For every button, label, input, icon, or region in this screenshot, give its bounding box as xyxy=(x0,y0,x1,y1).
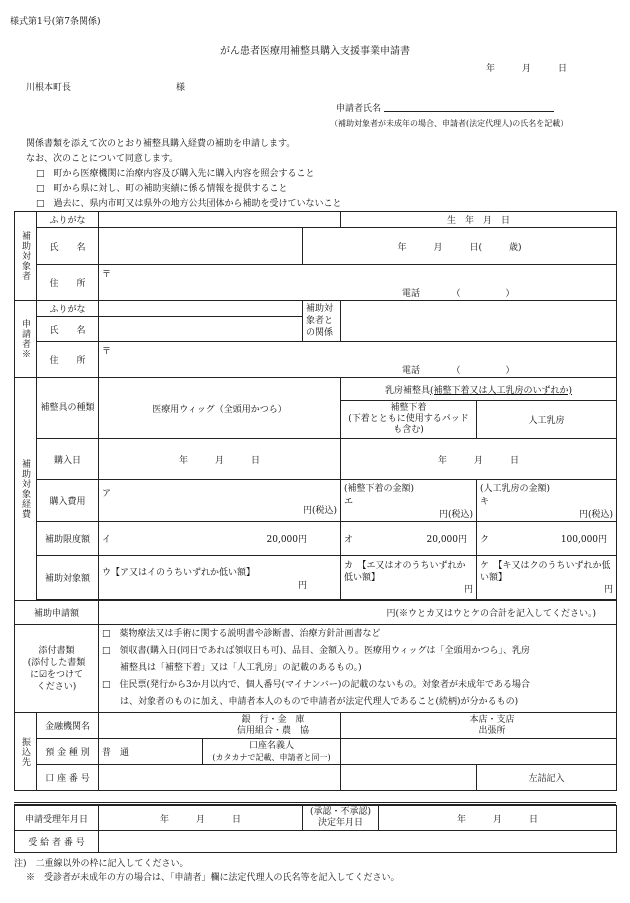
note-1: 注) 二重線以外の枠に記入してください。 xyxy=(14,859,189,869)
deposit-type-label: 預 金 種 別 xyxy=(37,739,99,765)
limit-o-value: 20,000円 xyxy=(426,535,468,545)
subject-name-field[interactable] xyxy=(99,228,303,265)
purchase-date-label: 購入日 xyxy=(37,439,99,480)
subject-name-label: 氏 名 xyxy=(37,228,99,265)
underwear-note: (下着とともに使用するパッドも含む) xyxy=(348,414,469,435)
subject-postal-mark: 〒 xyxy=(102,269,112,280)
attachments-label-3: に☑をつけて xyxy=(29,669,84,680)
deposit-type-value[interactable]: 普 通 xyxy=(99,739,203,765)
addressee: 川根本町長 xyxy=(26,83,72,93)
limit-underwear xyxy=(341,522,477,556)
applicant-address-field[interactable] xyxy=(99,342,617,378)
subject-address-field[interactable] xyxy=(99,265,617,301)
target-amount-label: 補助対象額 xyxy=(37,556,99,600)
account-holder-field[interactable] xyxy=(341,739,617,765)
decision-label-1: (承認・不承認) xyxy=(309,807,372,817)
subject-furigana-field[interactable] xyxy=(99,212,341,228)
applicant-relation-label: 補助対象者との関係 xyxy=(303,301,341,342)
recipient-number-field[interactable] xyxy=(99,831,617,853)
cost-underwear-head: (補整下着の金額) xyxy=(344,484,415,494)
applicant-name-line[interactable] xyxy=(384,111,554,112)
form-title: がん患者医療用補整具購入支援事業申請書 xyxy=(220,46,410,57)
branch-types-2: 出張所 xyxy=(478,725,506,736)
prosthesis-type-label: 人工乳房 xyxy=(477,401,617,439)
office-use-table xyxy=(14,805,617,853)
bank-types-1: 銀 行・金 庫 xyxy=(241,714,305,725)
purchase-date-breast[interactable]: 年 月 日 xyxy=(341,439,617,480)
applicant-note: （補助対象者が未成年の場合、申請者(法定代理人)の氏名を記載） xyxy=(330,119,569,128)
limit-ku: ク xyxy=(480,535,490,545)
target-u: ウ【ア又はイのうちいずれか低い額】 xyxy=(102,567,256,578)
limit-ku-value: 100,000円 xyxy=(560,535,608,545)
cost-wig-field[interactable] xyxy=(99,480,341,522)
cost-prosthesis-field[interactable] xyxy=(477,480,617,522)
addressee-suffix: 様 xyxy=(176,83,186,93)
applicant-group-label: 申請者※ xyxy=(15,301,37,378)
attachments-label-4: ください) xyxy=(36,681,77,692)
intro-text-1: 関係書類を添えて次のとおり補整具購入経費の補助を申請します。 xyxy=(26,139,296,149)
expense-group-label: 補助対象経費 xyxy=(15,378,37,601)
applicant-relation-field[interactable] xyxy=(341,301,617,342)
applicant-furigana-field[interactable] xyxy=(99,301,303,317)
account-holder-title: 口座名義人 xyxy=(249,740,295,751)
application-table xyxy=(14,211,617,791)
recipient-number-label: 受 給 者 番 号 xyxy=(15,831,99,853)
form-number: 様式第1号(第7条関係) xyxy=(10,17,101,27)
applicant-phone[interactable]: 電話 （ ） xyxy=(402,365,515,376)
applicant-address-label: 住 所 xyxy=(37,342,99,378)
request-amount-field[interactable]: 円(※ウとカ又はウとケの合計を記入してください。) xyxy=(99,601,617,625)
decision-date-label xyxy=(303,806,379,831)
account-holder-label xyxy=(203,739,341,765)
account-number-field[interactable] xyxy=(99,765,341,791)
attachments-label-2: (添付した書類 xyxy=(27,657,86,668)
target-wig-yen: 円 xyxy=(298,580,308,591)
transfer-group-label: 振込先 xyxy=(15,713,37,791)
intro-text-2: なお、次のことについて同意します。 xyxy=(26,154,179,164)
received-date-field[interactable]: 年 月 日 xyxy=(99,806,303,831)
subject-phone[interactable]: 電話 （ ） xyxy=(402,288,515,299)
bank-name-label: 金融機関名 xyxy=(37,713,99,739)
note-2: ※ 受診者が未成年の方の場合は、「申請者」欄に法定代理人の氏名等を記入してください。 xyxy=(26,873,400,883)
applicant-name-row-label: 氏 名 xyxy=(37,317,99,342)
limit-i-value: 20,000円 xyxy=(266,535,308,545)
cost-a: ア xyxy=(102,488,112,499)
limit-i: イ xyxy=(102,535,112,545)
cost-wig-yen: 円(税込) xyxy=(302,505,338,516)
target-ka: カ 【エ又はオのうちいずれか低い額】 xyxy=(344,560,466,583)
target-wig-field[interactable] xyxy=(99,556,341,600)
subject-birth-label: 生 年 月 日 xyxy=(341,212,617,228)
consent-item-2[interactable]: □ 町から県に対し、町の補助実績に係る情報を提供すること xyxy=(36,184,288,194)
limit-o: オ xyxy=(344,535,354,545)
target-prosthesis-field[interactable] xyxy=(477,556,617,600)
target-underwear-field[interactable] xyxy=(341,556,477,600)
attachments-list xyxy=(99,625,617,713)
decision-date-field[interactable]: 年 月 日 xyxy=(379,806,617,831)
attachment-item-2[interactable]: □ 領収書(購入日(同日であれば領収日も可)、品目、金額入り。医療用ウィッグは「全頭用かつら」、乳房 xyxy=(102,646,530,656)
attachment-item-1[interactable]: □ 薬物療法又は手術に関する説明書や診断書、治療方針計画書など xyxy=(102,629,381,639)
decision-label-2: 決定年月日 xyxy=(317,818,363,828)
attachment-item-3-cont: は、対象者のものに加え、申請者本人のもので申請者が法定代理人であること(続柄)が分かるもの) xyxy=(102,697,519,707)
underwear-label: 補整下着 xyxy=(390,403,427,413)
subject-furigana-label: ふりがな xyxy=(37,212,99,228)
branch-types-1: 本店・支店 xyxy=(469,714,515,725)
device-type-label: 補整具の種類 xyxy=(37,378,99,439)
breast-device-header xyxy=(341,378,617,401)
limit-label: 補助限度額 xyxy=(37,522,99,556)
attachments-label-1: 添付書類 xyxy=(38,645,75,656)
limit-prosthesis xyxy=(477,522,617,556)
request-amount-label: 補助申請額 xyxy=(15,601,99,625)
cost-e: エ xyxy=(344,497,354,507)
bank-types-2: 信用組合・農 協 xyxy=(237,725,310,736)
received-date-label: 申請受理年月日 xyxy=(15,806,99,831)
applicant-furigana-label: ふりがな xyxy=(37,301,99,317)
account-number-field-2[interactable] xyxy=(341,765,477,791)
attachment-item-2-cont: 補整具は「補整下着」又は「人工乳房」の記載のあるもの。) xyxy=(102,663,362,673)
limit-wig xyxy=(99,522,341,556)
applicant-postal-mark: 〒 xyxy=(102,346,112,357)
subject-birth-field[interactable]: 年 月 日( 歳) xyxy=(303,228,617,265)
attachments-label xyxy=(15,625,99,713)
cost-ki: キ xyxy=(480,497,490,507)
branch-field[interactable] xyxy=(341,713,617,739)
breast-device-header-main: 乳房補整具 xyxy=(385,385,431,396)
cost-underwear-yen: 円(税込) xyxy=(438,510,474,520)
breast-device-header-sub: (補整下着又は人工乳房のいずれか) xyxy=(430,385,573,396)
applicant-name-label: 申請者氏名 xyxy=(336,104,382,114)
underwear-type-label xyxy=(341,401,477,439)
date-line: 年 月 日 xyxy=(486,64,568,74)
cost-prosthesis-head: (人工乳房の金額) xyxy=(480,484,551,494)
cost-label: 購入費用 xyxy=(37,480,99,522)
bank-name-field[interactable] xyxy=(99,713,341,739)
attachment-item-3[interactable]: □ 住民票(発行から3か月以内で、個人番号(マイナンバー)の記載のないもの。対象者が未成年である場合 xyxy=(102,680,530,690)
subject-address-label: 住 所 xyxy=(37,265,99,301)
applicant-name-field[interactable] xyxy=(99,317,303,342)
target-ke: ケ 【キ又はクのうちいずれか低い額】 xyxy=(480,560,611,583)
left-fill-note: 左詰記入 xyxy=(477,765,617,791)
account-holder-note: (カタカナで記載、申請者と同一) xyxy=(212,752,331,762)
subject-group-label: 補助対象者 xyxy=(15,212,37,301)
purchase-date-wig[interactable]: 年 月 日 xyxy=(99,439,341,480)
cost-underwear-field[interactable] xyxy=(341,480,477,522)
consent-item-1[interactable]: □ 町から医療機関に治療内容及び購入先に購入内容を照会すること xyxy=(36,169,315,179)
consent-item-3[interactable]: □ 過去に、県内市町又は県外の地方公共団体から補助を受けていないこと xyxy=(36,199,342,209)
cost-prosthesis-yen: 円(税込) xyxy=(579,510,614,520)
target-underwear-yen: 円 xyxy=(464,584,474,595)
wig-type-label: 医療用ウィッグ（全頭用かつら） xyxy=(99,378,341,439)
account-number-label: 口 座 番 号 xyxy=(37,765,99,791)
target-prosthesis-yen: 円 xyxy=(604,584,614,595)
